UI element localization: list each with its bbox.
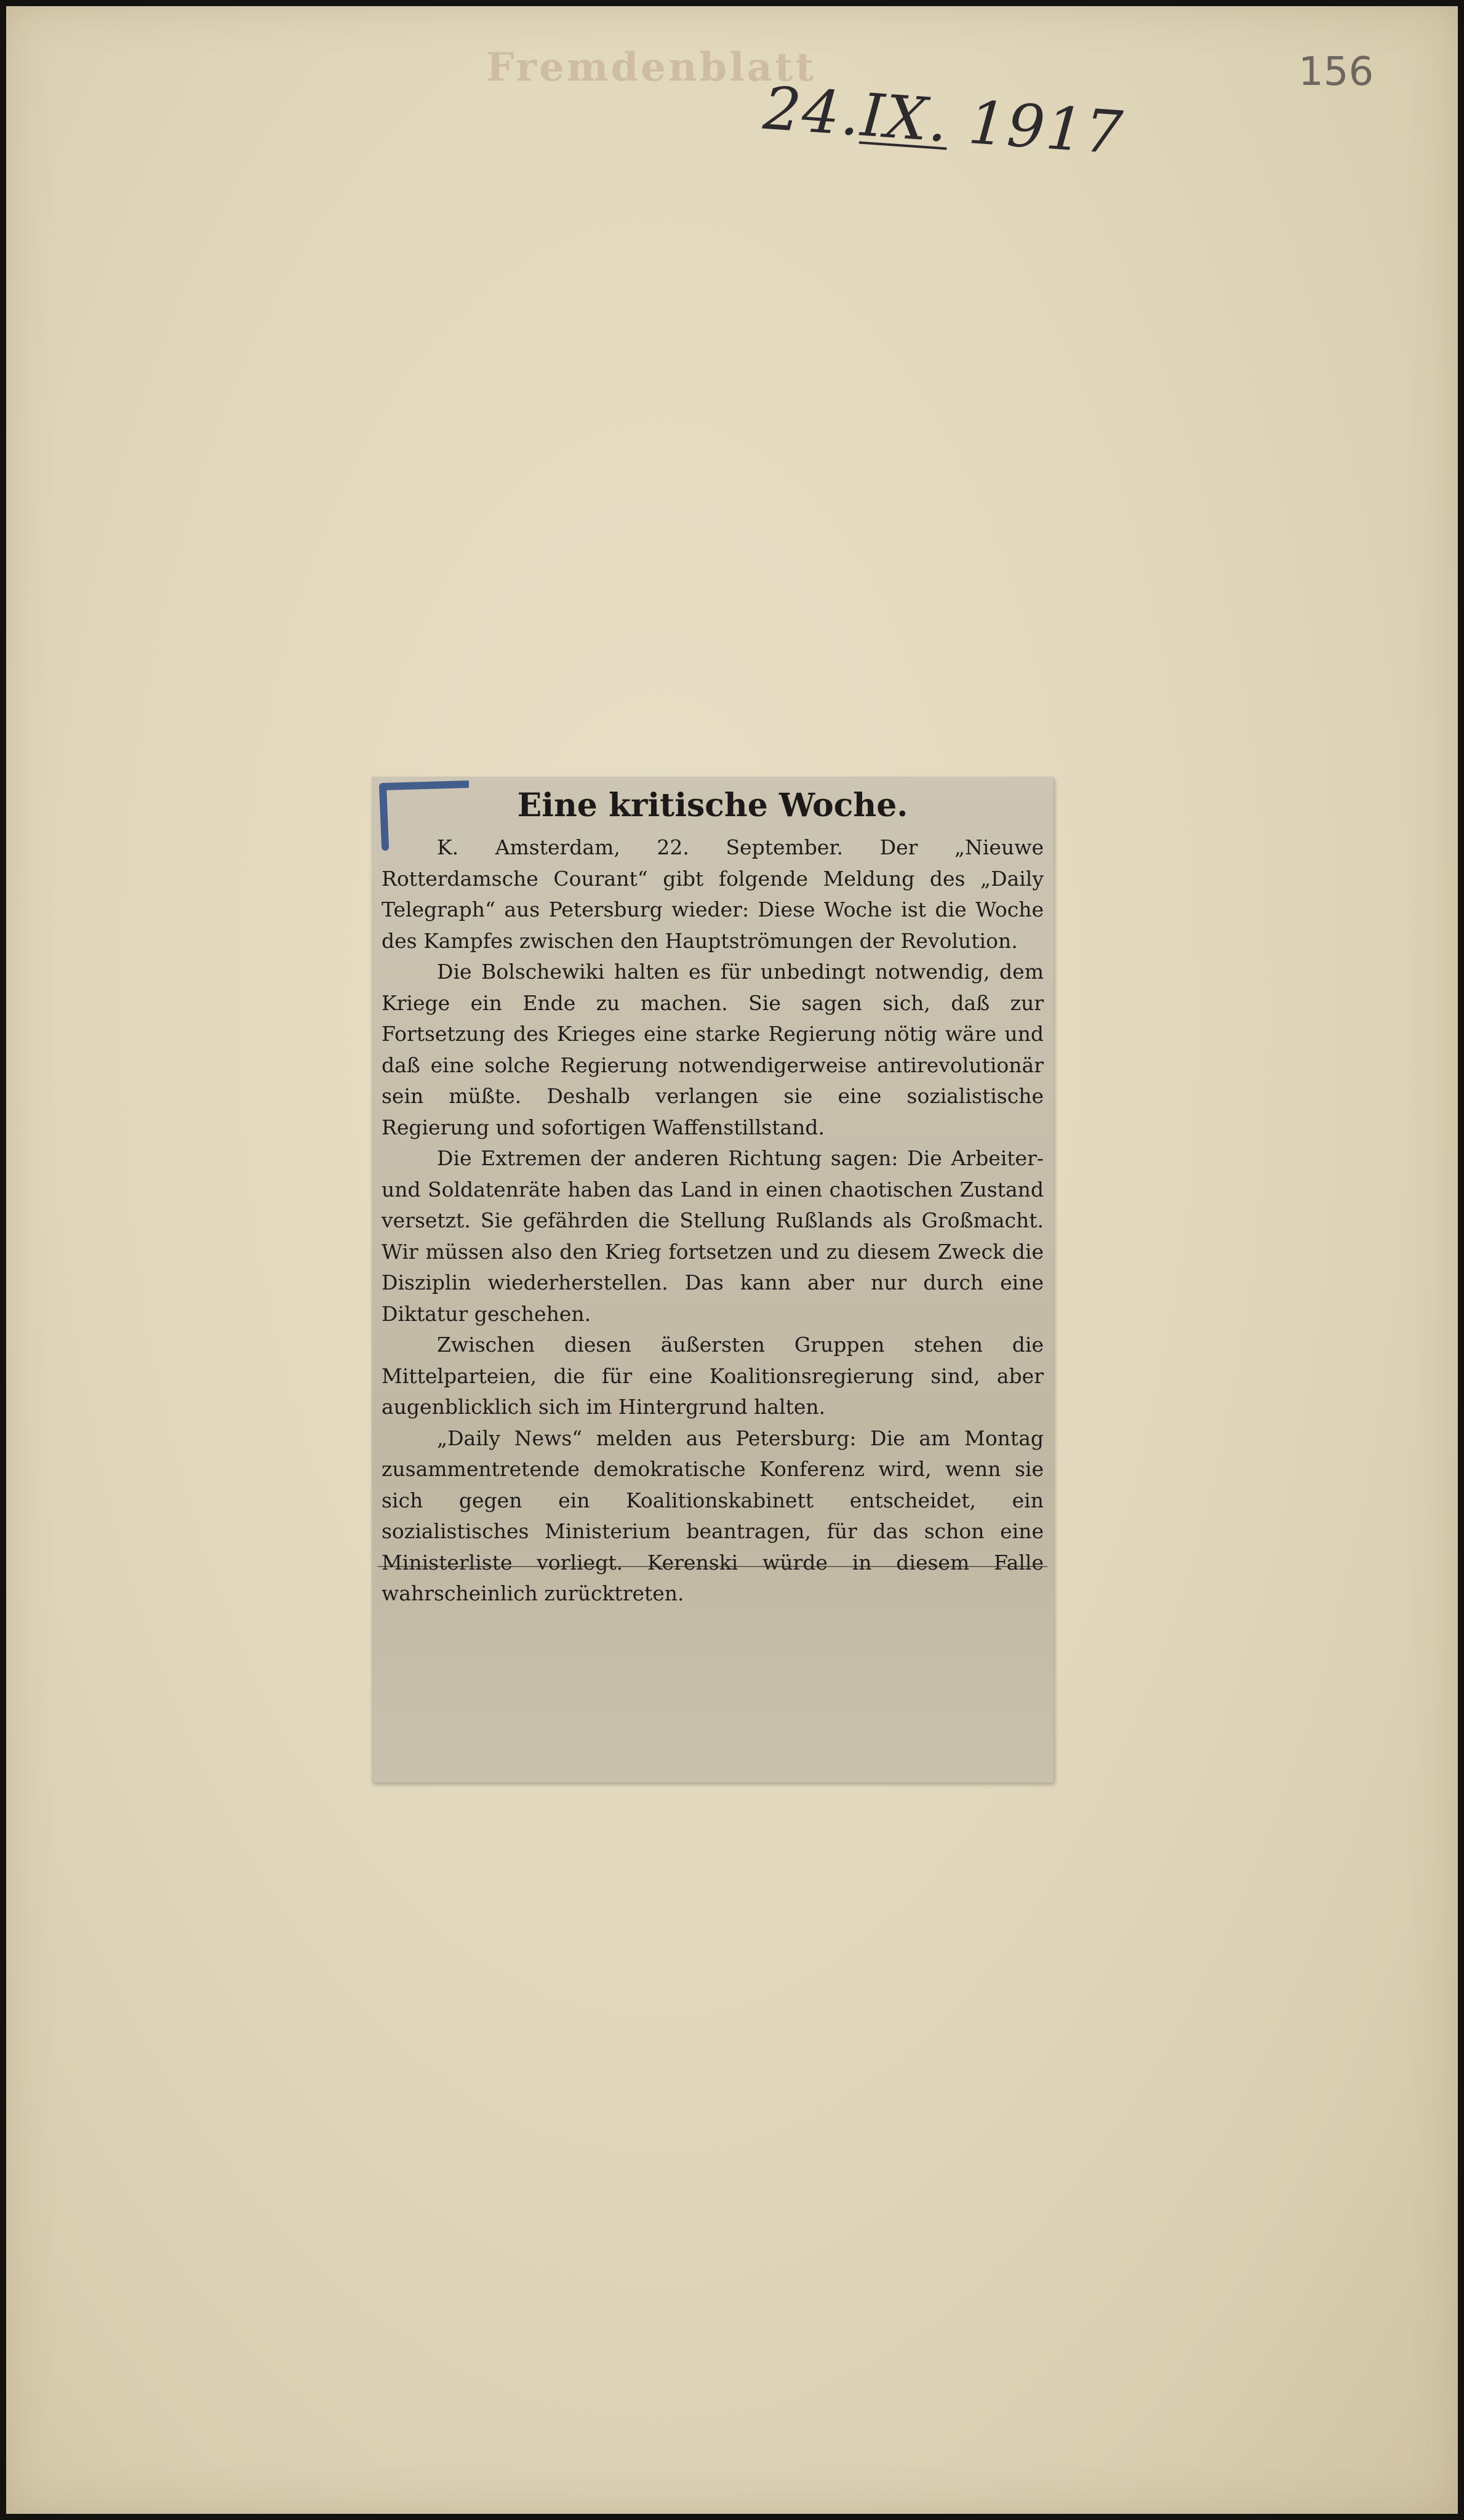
article-paragraph-4: Zwischen diesen äußersten Gruppen stehen die Mittelparteien, die für eine Koalitionsregierung sind, aber augenblicklich sich im Hintergrund halten.: [382, 1333, 1044, 1419]
article-body: [382, 832, 1044, 1610]
article-paragraph-1: K. Amsterdam, 22. September. Der „Nieuwe Rotterdamsche Courant“ gibt folgende Meldung des „Daily Telegraph“ aus Petersburg wieder: Diese Woche ist die Woche des Kampfes zwischen den Hauptströmungen der Revolution.: [382, 835, 1044, 953]
article-paragraph-2: Die Bolschewiki halten es für unbedingt notwendig, dem Kriege ein Ende zu machen. Sie sagen sich, daß zur Fortsetzung des Krieges eine starke Regierung nötig wäre und daß eine solche Regierung notwendigerweise antirevolutionär sein müßte. Deshalb verlangen sie eine sozialistische Regierung und sofortigen Waffenstillstand.: [382, 960, 1044, 1139]
section-divider: [378, 1566, 1047, 1567]
article-paragraph-3: Die Extremen der anderen Richtung sagen: Die Arbeiter- und Soldatenräte haben das Land in einen chaotischen Zustand versetzt. Sie gefährden die Stellung Rußlands als Großmacht. Wir müssen also den Krieg fortsetzen und zu diesem Zweck die Disziplin wiederherstellen. Das kann aber nur durch eine Diktatur geschehen.: [382, 1146, 1044, 1326]
date-year: 1917: [966, 87, 1126, 168]
date-day: 24.: [761, 73, 863, 150]
newspaper-clipping: [372, 777, 1054, 1783]
article-paragraph-5: „Daily News“ melden aus Petersburg: Die am Montag zusammentretende demokratische Konferenz wird, wenn sie sich gegen ein Koalitionskabinett entscheidet, ein sozialistisches Ministerium beantragen, für das schon eine Ministerliste vorliegt. Kerenski würde in diesem Falle wahrscheinlich zurücktreten.: [382, 1426, 1044, 1605]
date-month: IX.: [858, 80, 951, 156]
newspaper-stamp: Fremdenblatt: [486, 44, 817, 90]
handwritten-date: [761, 74, 1126, 168]
page-number: 156: [1298, 49, 1374, 95]
article-headline: Eine kritische Woche.: [517, 787, 908, 824]
